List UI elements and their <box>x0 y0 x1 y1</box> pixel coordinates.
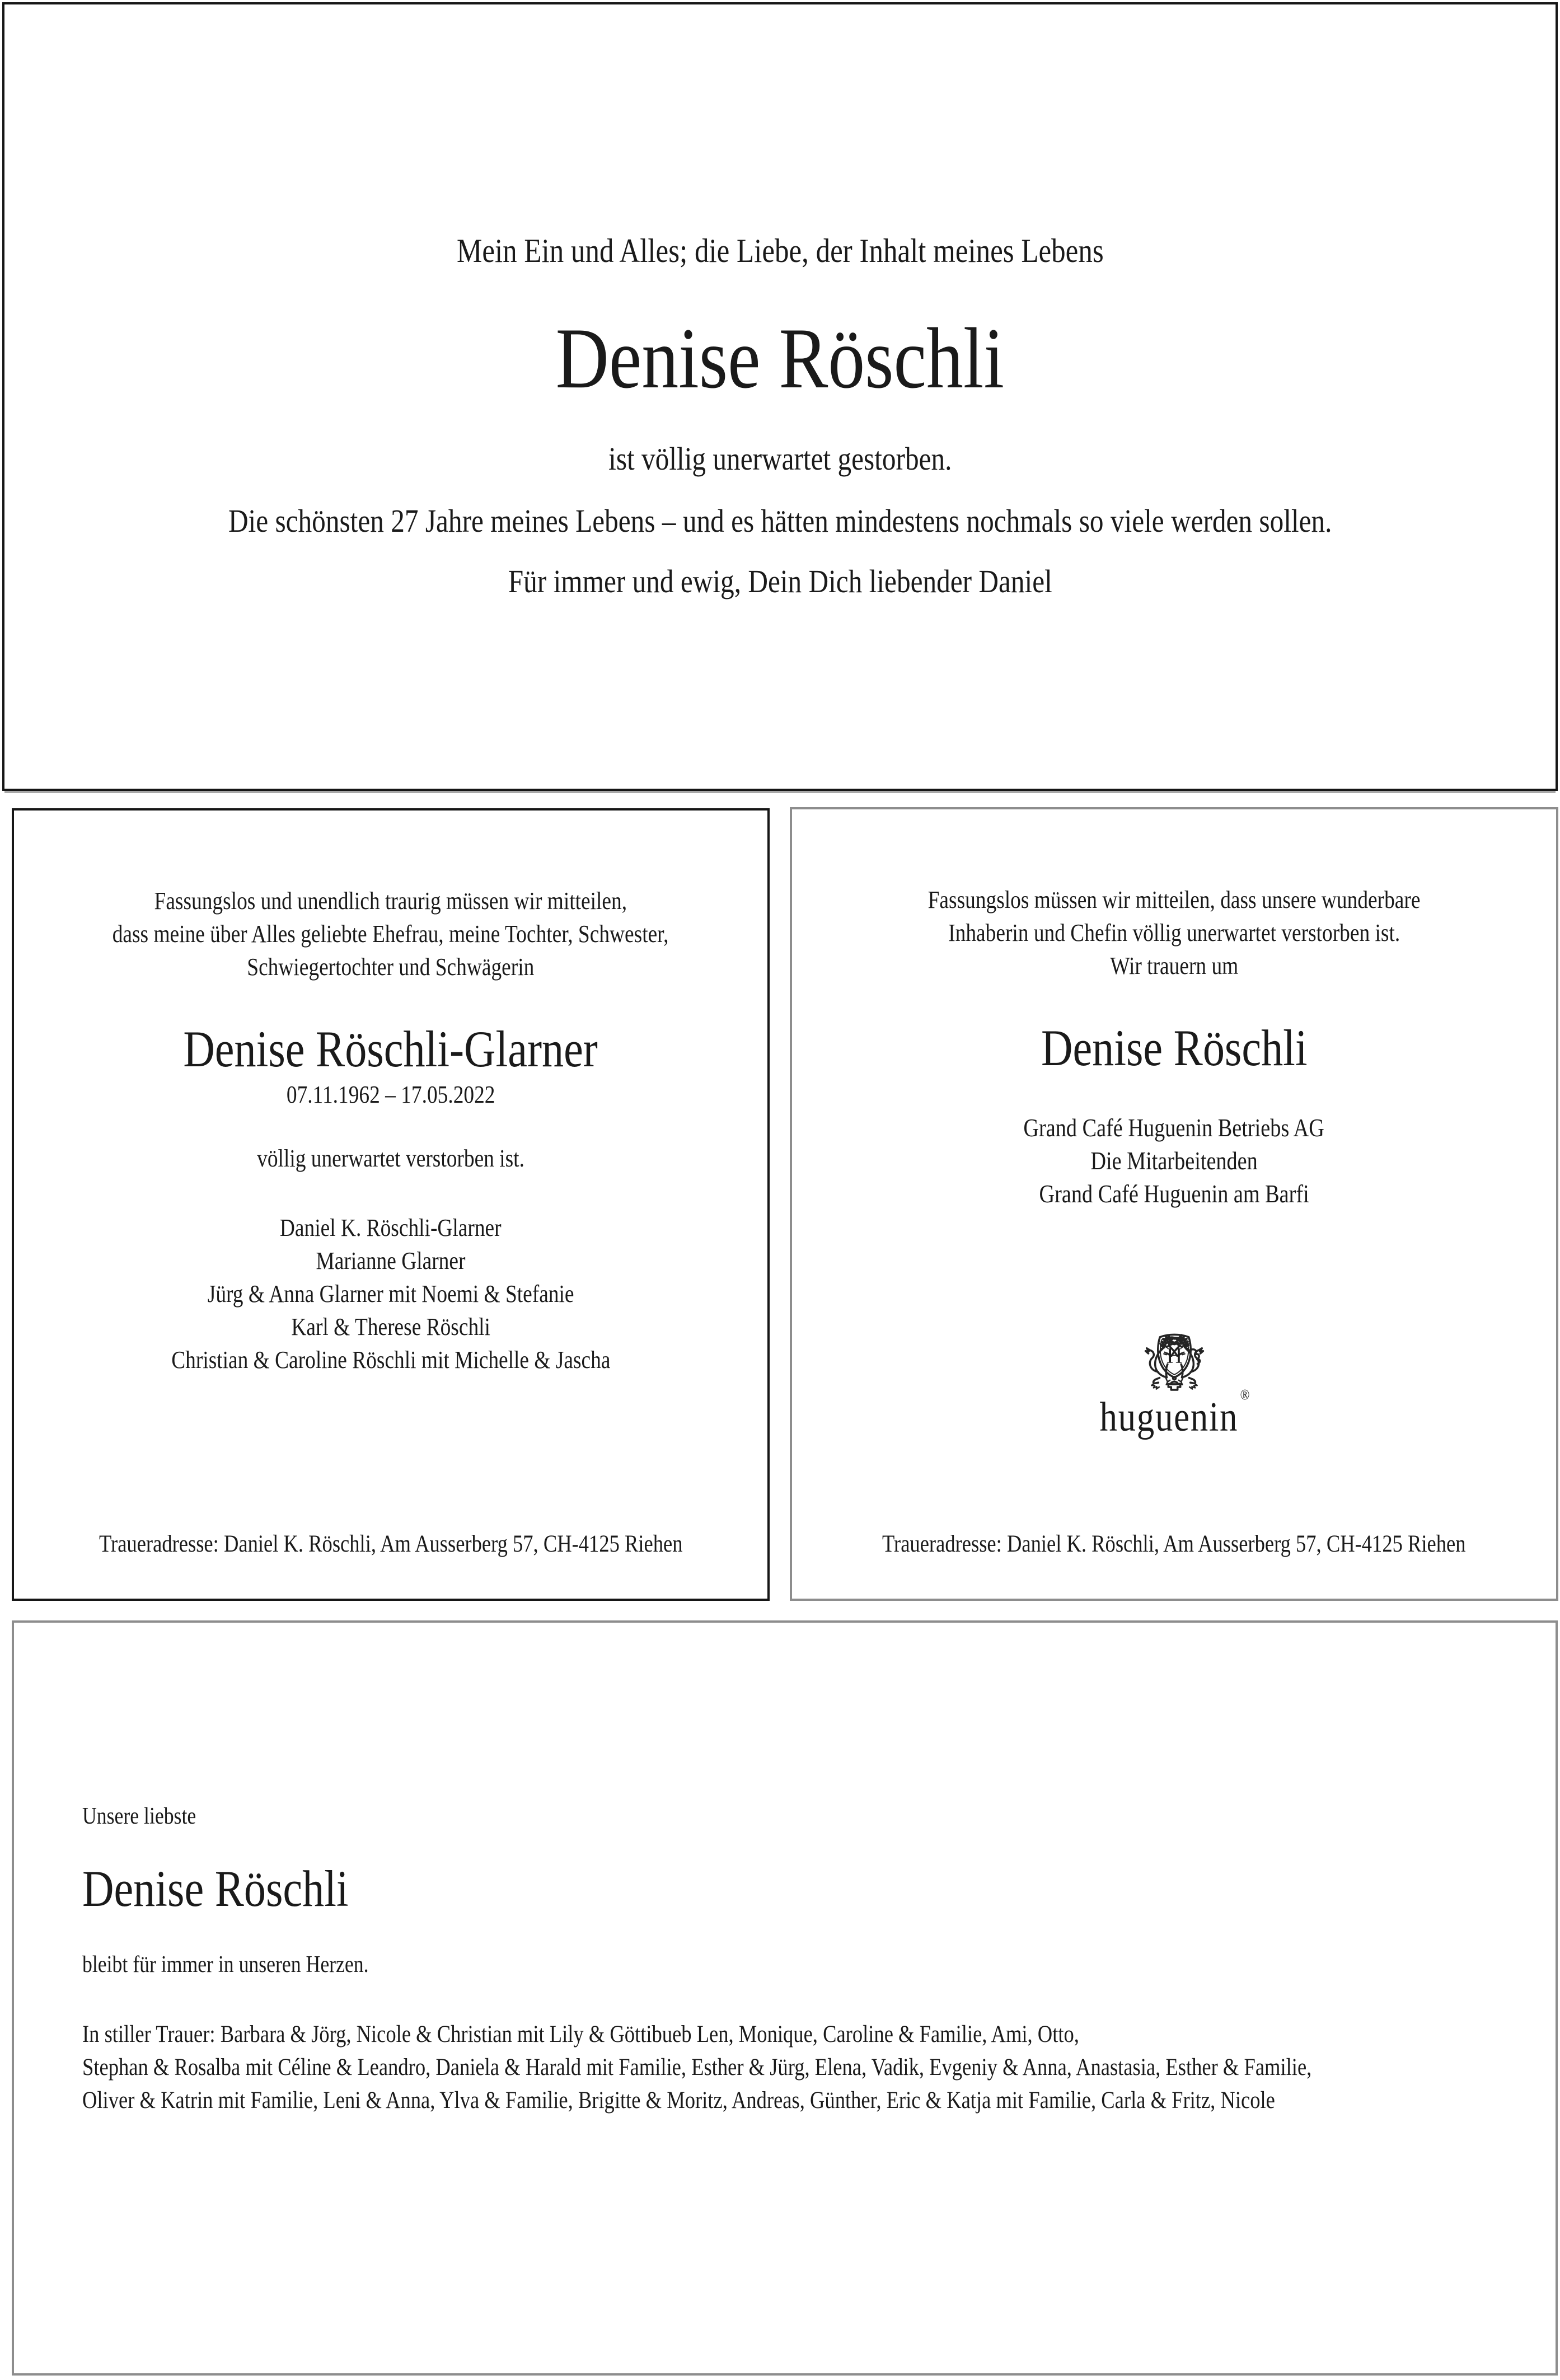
registered-mark: ® <box>1240 1386 1250 1403</box>
crest-monogram: H <box>1166 1343 1182 1368</box>
friends-intro: Unsere liebste <box>82 1803 196 1829</box>
spouse-line-3: Für immer und ewig, Dein Dich liebender Daniel <box>508 563 1052 599</box>
deceased-name-company: Denise Röschli <box>1041 1019 1308 1076</box>
family-notice <box>12 808 770 1601</box>
mourner-line: Daniel K. Röschli-Glarner <box>280 1214 502 1241</box>
mourner-line: Stephan & Rosalba mit Céline & Leandro, Daniela & Harald mit Familie, Esther & Jürg, Elena, Vadik, Evgeniy & Anna, Anastasia, Esther & Familie, <box>82 2054 1312 2081</box>
spouse-line-2: Die schönsten 27 Jahre meines Lebens – und es hätten mindestens nochmals so viele werden sollen. <box>228 503 1332 539</box>
spouse-intro: Mein Ein und Alles; die Liebe, der Inhalt meines Lebens <box>456 232 1104 269</box>
urn-ornament <box>1168 1377 1180 1390</box>
spouse-line-1: ist völlig unerwartet gestorben. <box>608 441 952 477</box>
mourner-line: Oliver & Katrin mit Familie, Leni & Anna, Ylva & Familie, Brigitte & Moritz, Andreas, Günther, Eric & Katja mit Familie, Carla & Fritz, Nicole <box>82 2087 1275 2114</box>
huguenin-crest-icon <box>1118 1311 1230 1395</box>
mourner-line: Christian & Caroline Röschli mit Michelle & Jascha <box>171 1346 611 1374</box>
life-dates: 07.11.1962 – 17.05.2022 <box>286 1081 495 1108</box>
huguenin-wordmark: huguenin ® <box>1099 1386 1250 1440</box>
mourner-line: Karl & Therese Röschli <box>291 1313 490 1341</box>
friends-statement: bleibt für immer in unseren Herzen. <box>82 1952 369 1978</box>
family-mourners-list <box>14 1211 767 1376</box>
deceased-name-main: Denise Röschli <box>555 310 1005 406</box>
deceased-name-friends: Denise Röschli <box>82 1860 349 1917</box>
family-statement: völlig unerwartet verstorben ist. <box>257 1145 524 1172</box>
mourning-address: Traueradresse: Daniel K. Röschli, Am Ausserberg 57, CH-4125 Riehen <box>99 1531 683 1557</box>
friends-mourners-paragraph <box>82 2018 1556 2117</box>
company-intro: Fassungslos müssen wir mitteilen, dass unsere wunderbare Inhaberin und Chefin völlig unerwartet verstorben ist. Wir trauern um <box>927 886 1421 980</box>
deceased-name-family: Denise Röschli-Glarner <box>183 1020 598 1077</box>
family-intro: Fassungslos und unendlich traurig müssen wir mitteilen, dass meine über Alles geliebte Ehefrau, meine Tochter, Schwester, Schwiegertochter und Schwägerin <box>113 887 669 981</box>
mourner-line: Jürg & Anna Glarner mit Noemi & Stefanie <box>207 1280 574 1308</box>
mourner-line: Marianne Glarner <box>316 1247 466 1275</box>
company-signature: Grand Café Huguenin Betriebs AG Die Mitarbeitenden Grand Café Huguenin am Barfi <box>1023 1114 1325 1208</box>
mourner-line: In stiller Trauer: Barbara & Jörg, Nicole & Christian mit Lily & Göttibueb Len, Monique, Caroline & Familie, Ami, Otto, <box>82 2021 1079 2048</box>
spouse-notice <box>2 2 1558 791</box>
company-notice <box>790 807 1558 1601</box>
friends-notice <box>12 1620 1558 2376</box>
mourning-address: Traueradresse: Daniel K. Röschli, Am Ausserberg 57, CH-4125 Riehen <box>882 1531 1466 1557</box>
